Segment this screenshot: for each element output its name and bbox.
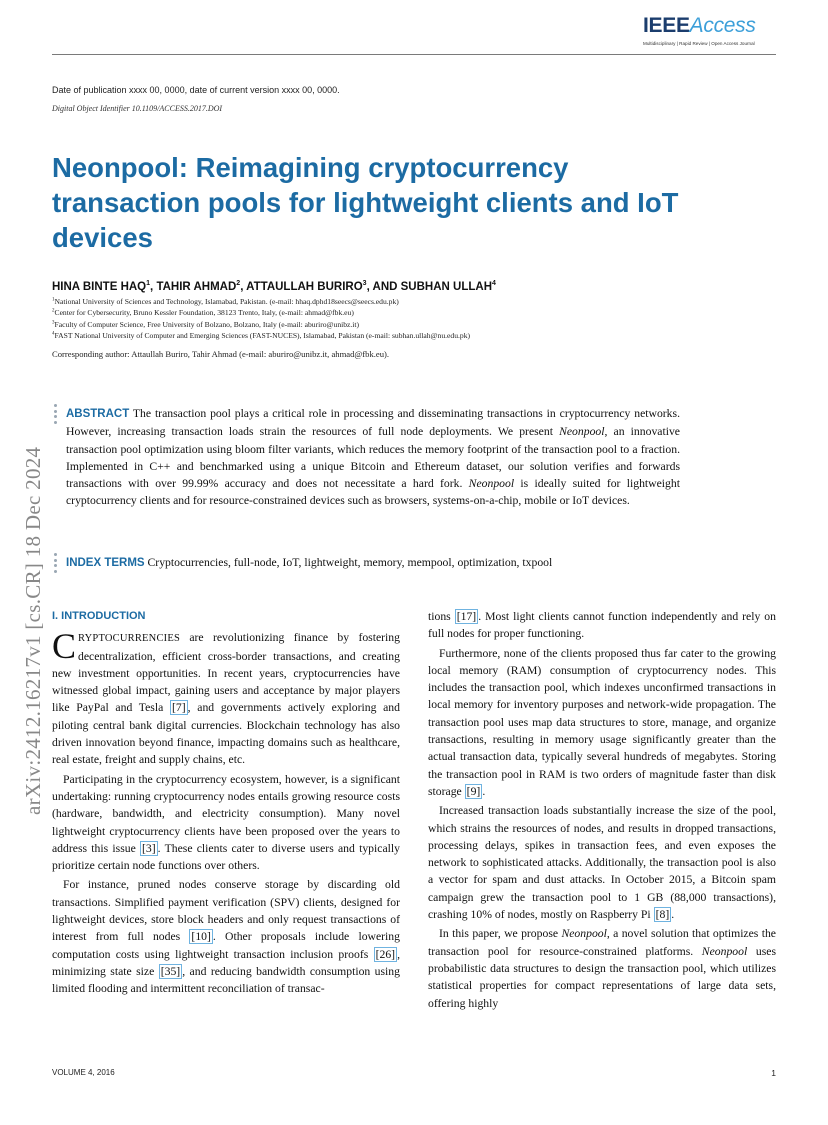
paragraph-text: , a novel solution that optimizes the transaction pool for resource-constrained platforms. <box>428 927 776 958</box>
body-paragraph <box>52 771 400 875</box>
abstract-label: ABSTRACT <box>66 408 130 420</box>
author-sep: , <box>240 280 247 293</box>
affiliation <box>52 320 359 329</box>
author-sep: , <box>150 280 157 293</box>
body-paragraph <box>428 802 776 923</box>
affiliation-text: FAST National University of Computer and Emerging Sciences (FAST-NUCES), Islamabad, Pakistan (e-mail: subhan.ullah@nu.edu.pk) <box>54 331 471 340</box>
affiliation-text: National University of Sciences and Technology, Islamabad, Pakistan. (e-mail: hhaq.dphd18seecs@seecs.edu.pk) <box>54 297 399 306</box>
citation-link[interactable]: [17] <box>456 610 477 623</box>
footer-volume: VOLUME 4, 2016 <box>52 1068 115 1077</box>
logo-access: Access <box>689 14 756 37</box>
abstract-text: , an innovative transaction pool optimization using bloom filter variants, which reduces the memory footprint of the transaction pool to a fraction. Implemented in C++ and benchmarked using a unique Bitcoin and Ethereum dataset, our solution verifies and forwards transactions with over 99.99% accuracy and does not necessitate a hard fork. <box>66 425 680 491</box>
emphasis: Neonpool <box>561 927 607 941</box>
abstract-marker <box>54 404 58 426</box>
citation-link[interactable]: [7] <box>171 701 186 715</box>
affiliation <box>52 297 399 306</box>
affiliation-text: Center for Cybersecurity, Bruno Kessler Foundation, 38123 Trento, Italy, (e-mail: ahmad@fbk.eu) <box>54 308 354 317</box>
paragraph-text: are revolutionizing finance by fostering decentralization, efficient cross-border transactions, and creating new investment opportunities. In recent years, cryptocurrencies have witnessed global impact, gaining users and acceptance by major players like PayPal and Tesla <box>52 631 400 715</box>
paragraph-text: . Other proposals include lowering computation costs using lightweight transaction inclusion proofs <box>52 930 400 961</box>
emphasis: Neonpool <box>701 944 748 958</box>
affiliation-text: Faculty of Computer Science, Free University of Bolzano, Bolzano, Italy (e-mail: aburiro@unibz.it) <box>54 320 360 329</box>
abstract <box>66 405 680 510</box>
author-name: SUBHAN ULLAH <box>400 280 492 293</box>
author-affil-sup: 1 <box>146 280 151 287</box>
logo-tagline: Multidisciplinary | Rapid Review | Open Access Journal <box>643 41 755 46</box>
affiliation-sup: 2 <box>52 308 55 314</box>
body-paragraph <box>428 608 776 643</box>
logo-wordmark <box>643 14 773 38</box>
paragraph-text: . <box>482 784 486 798</box>
paragraph-text: , and governments actively exploring and piloting central bank digital currencies. Blockchain technology has also driven innovation beyond finance, impacting domains such as healthcare, real estate, freight and supply chains, etc. <box>52 701 400 767</box>
author-name: ATTAULLAH BURIRO <box>246 280 363 293</box>
paragraph-text: tions <box>428 610 455 623</box>
paragraph-text: . <box>671 908 675 922</box>
index-terms-marker <box>54 553 58 575</box>
author-name: TAHIR AHMAD <box>156 280 237 293</box>
author-affil-sup: 4 <box>492 280 496 287</box>
body-paragraph <box>428 925 776 1011</box>
body-paragraph <box>52 626 400 768</box>
publication-date: Date of publication xxxx 00, 0000, date of current version xxxx 00, 0000. <box>52 85 340 95</box>
logo-ieee: IEEE <box>643 14 690 37</box>
body-paragraph <box>428 645 776 801</box>
abstract-emphasis: Neonpool <box>559 425 605 439</box>
citation-link[interactable]: [10] <box>191 930 211 944</box>
author-affil-sup: 3 <box>362 280 367 287</box>
section-heading: I. INTRODUCTION <box>52 610 146 622</box>
index-terms <box>66 556 686 569</box>
paragraph-text: . These clients cater to diverse users and typically prioritize certain node functions over others. <box>52 841 400 873</box>
paragraph-text: Increased transaction loads substantially increase the size of the pool, which strains the resources of nodes, and results in dropped transactions, processing delays, spikes in transaction fees, and even exposes the network to sophisticated attacks. Additionally, the transaction pool is also a vector for spam and dust attacks. In October 2015, a Bitcoin spam campaign grew the transaction pool to 1 GB (88,000 transactions), crashing 10% of nodes, mostly on Raspberry Pi <box>428 804 776 922</box>
ieee-access-logo <box>643 14 773 52</box>
abstract-text: The transaction pool plays a critical role in processing and disseminating transactions in cryptocurrency networks. However, increasing transaction loads strain the resources of full node deployments. We present <box>66 407 680 439</box>
affiliation <box>52 308 354 317</box>
paragraph-text: , and reducing bandwidth consumption using limited flooding and intermittent reconciliation of transac- <box>52 964 400 996</box>
affiliation-sup: 4 <box>52 331 55 337</box>
author-name: HINA BINTE HAQ <box>52 280 147 293</box>
body-paragraph <box>52 876 400 997</box>
citation-link[interactable]: [9] <box>466 784 481 798</box>
paragraph-text: , minimizing state size <box>52 947 400 978</box>
abstract-emphasis: Neonpool <box>468 477 515 491</box>
abstract-text: is ideally suited for lightweight cryptocurrency clients and for resource-constrained devices such as browsers, systems-on-a-chip, mobile or IoT devices. <box>66 477 680 508</box>
affiliation-sup: 1 <box>52 297 55 303</box>
opening-caps: RYPTOCURRENCIES <box>78 633 181 645</box>
page-number: 1 <box>771 1068 776 1078</box>
affiliation <box>52 331 470 340</box>
affiliation-sup: 3 <box>52 320 55 326</box>
citation-link[interactable]: [26] <box>375 947 396 961</box>
header-rule <box>52 54 776 55</box>
citation-link[interactable]: [8] <box>655 908 670 922</box>
citation-link[interactable]: [3] <box>142 841 156 855</box>
author-affil-sup: 2 <box>236 280 241 287</box>
corresponding-author: Corresponding author: Attaullah Buriro, Tahir Ahmad (e-mail: aburiro@unibz.it, ahmad@fbk.eu). <box>52 349 390 359</box>
arxiv-stamp: arXiv:2412.16217v1 [cs.CR] 18 Dec 2024 <box>21 446 45 815</box>
paragraph-text: . Most light clients cannot function independently and rely on full nodes for proper functioning. <box>428 610 776 641</box>
paragraph-text: uses probabilistic data structures to design the transaction pool, which utilizes statistical properties for compact representations of large data sets, offering highly <box>428 944 776 1010</box>
body-column-right <box>428 608 776 1014</box>
author-list <box>52 280 496 293</box>
paper-title: Neonpool: Reimagining cryptocurrency transaction pools for lightweight clients and IoT devices <box>52 152 679 253</box>
body-column-left <box>52 608 400 1000</box>
paragraph-text: For instance, pruned nodes conserve storage by discarding old transactions. Simplified payment verification (SPV) clients, designed for lightweight devices, store block headers and only request transactions of interest from full nodes <box>52 878 400 944</box>
paragraph-text: Participating in the cryptocurrency ecosystem, however, is a significant undertaking: running cryptocurrency nodes entails growing resource costs (hardware, bandwidth, and electricity consumption). Many novel lightweight cryptocurrency clients have been proposed over the years to address this issue <box>52 772 400 855</box>
doi-line: Digital Object Identifier 10.1109/ACCESS.2017.DOI <box>52 104 223 113</box>
author-sep: , AND <box>366 280 401 293</box>
paragraph-text: In this paper, we propose <box>439 927 562 941</box>
index-terms-text: Cryptocurrencies, full-node, IoT, lightweight, memory, mempool, optimization, txpool <box>144 556 553 569</box>
citation-link[interactable]: [35] <box>160 964 181 978</box>
paragraph-text: Furthermore, none of the clients proposed thus far cater to the growing local memory (RAM) consumption of cryptocurrency nodes. This includes the transaction pool, which indexes unconfirmed transactions in local memory for inventory purposes and network-wide propagation. The transaction pool uses map data structures to store, manage, and organize transactions, resulting in memory usage significantly greater than the actual transaction data, typically several hundreds of megabytes. Storing the transaction pool in RAM is two orders of magnitude faster than disk storage <box>428 646 776 798</box>
dropcap: C <box>52 626 77 667</box>
index-terms-label: INDEX TERMS <box>66 557 145 569</box>
